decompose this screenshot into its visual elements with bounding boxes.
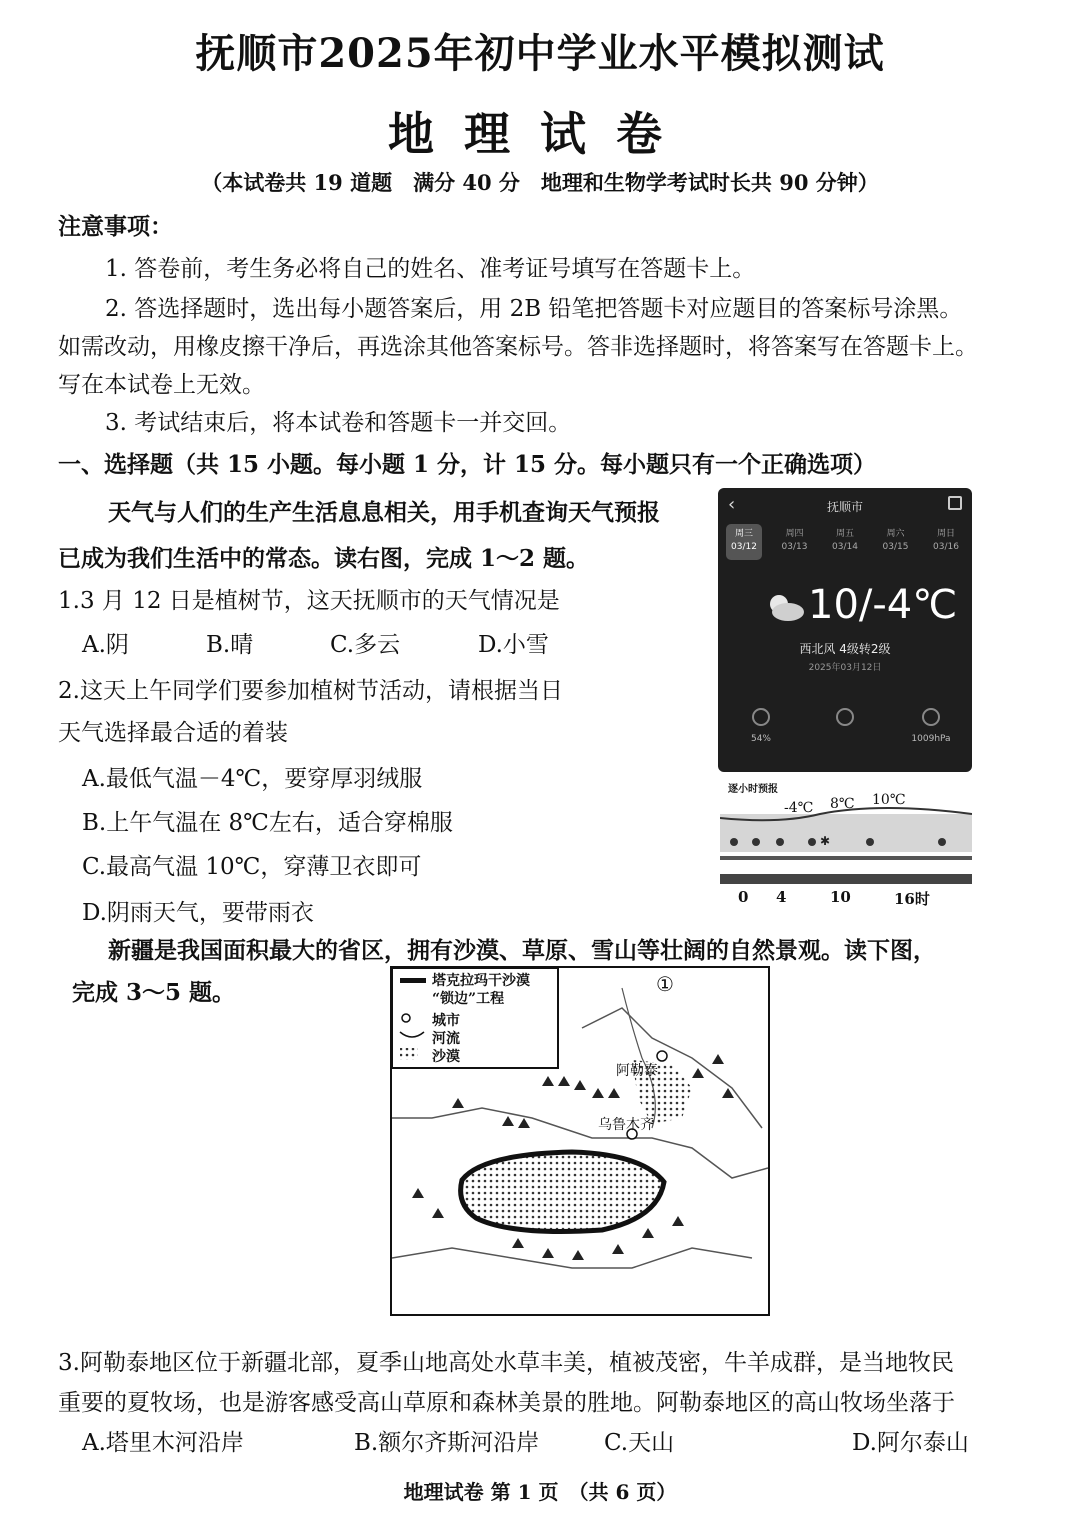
humidity-stat xyxy=(736,708,786,744)
back-arrow-icon: ‹ xyxy=(728,494,736,515)
legend-river-label: 河流 xyxy=(432,1031,460,1047)
question-3-option-a: A.塔里木河沿岸 xyxy=(82,1430,244,1456)
weather-intro-line-1: 天气与人们的生产生活息息相关，用手机查询天气预报 xyxy=(108,499,660,526)
notice-item-1: 1. 答卷前，考生务必将自己的姓名、准考证号填写在答题卡上。 xyxy=(105,256,756,282)
day-date: 03/12 xyxy=(731,542,757,552)
question-1-option-a: A.阴 xyxy=(82,632,129,658)
day-name: 周六 xyxy=(886,529,905,539)
svg-text:✱: ✱ xyxy=(820,834,831,848)
page-footer: 地理试卷 第 1 页 （共 6 页） xyxy=(403,1480,677,1504)
day-tab xyxy=(726,524,762,560)
xinjiang-intro-line-1: 新疆是我国面积最大的省区，拥有沙漠、草原、雪山等壮阔的自然景观。读下图， xyxy=(108,937,936,964)
exam-info: （本试卷共 19 道题 满分 40 分 地理和生物学考试时长共 90 分钟） xyxy=(201,170,879,195)
day-date: 03/13 xyxy=(781,542,808,552)
pressure-stat xyxy=(906,708,956,744)
day-date: 03/15 xyxy=(882,542,909,552)
hourly-temp-mid: 8℃ xyxy=(830,796,855,812)
xinjiang-intro-line-2: 完成 3～5 题。 xyxy=(72,979,236,1006)
legend-city-label: 城市 xyxy=(432,1013,460,1029)
day-date: 03/14 xyxy=(832,542,858,552)
notice-item-3: 3. 考试结束后，将本试卷和答题卡一并交回。 xyxy=(105,410,572,436)
section-heading: 一、选择题（共 15 小题。每小题 1 分，计 15 分。每小题只有一个正确选项） xyxy=(58,451,877,478)
legend-line-label: 塔克拉玛干沙漠 xyxy=(432,973,530,989)
xinjiang-map xyxy=(390,966,770,1316)
question-2-option-d: D.阴雨天气，要带雨衣 xyxy=(82,900,314,926)
hourly-label: 逐小时预报 xyxy=(728,784,778,795)
hour-tick: 10 xyxy=(830,888,851,906)
day-name: 周四 xyxy=(785,529,804,539)
city-label-altay: 阿勒泰 xyxy=(616,1063,658,1079)
day-name: 周三 xyxy=(734,529,753,539)
question-2-stem-line-2: 天气选择最合适的着装 xyxy=(58,720,288,746)
paper-title: 地理试卷 xyxy=(388,107,692,161)
day-tab xyxy=(827,524,863,560)
humidity-icon xyxy=(752,708,770,726)
day-tabs xyxy=(726,524,964,560)
question-2-option-a: A.最低气温－4℃，要穿厚羽绒服 xyxy=(82,766,423,792)
notice-item-2-line-3: 写在本试卷上无效。 xyxy=(58,372,265,398)
hourly-temp-low: -4℃ xyxy=(784,800,814,816)
pressure-icon xyxy=(922,708,940,726)
humidity-value: 54% xyxy=(750,734,771,744)
question-2-stem-line-1: 2.这天上午同学们要参加植树节活动，请根据当日 xyxy=(58,678,563,704)
question-3-option-d: D.阿尔泰山 xyxy=(852,1430,969,1456)
uv-stat xyxy=(820,708,870,734)
question-3-stem-line-1: 3.阿勒泰地区位于新疆北部，夏季山地高处水草丰美，植被茂密，牛羊成群，是当地牧民 xyxy=(58,1350,954,1376)
weather-city: 抚顺市 xyxy=(826,500,863,514)
exam-title: 抚顺市2025年初中学业水平模拟测试 xyxy=(195,30,885,77)
legend-line-label-2: “锁边”工程 xyxy=(432,991,505,1007)
weather-intro-line-2: 已成为我们生活中的常态。读右图，完成 1～2 题。 xyxy=(58,545,590,572)
hourly-forecast xyxy=(720,778,972,908)
question-3-option-c: C.天山 xyxy=(604,1430,675,1456)
cloudy-icon xyxy=(764,592,806,624)
temperature-range: 10/-4℃ xyxy=(808,582,958,628)
update-date: 2025年03月12日 xyxy=(808,663,882,673)
hour-tick: 16时 xyxy=(894,890,930,908)
question-3-stem-line-2: 重要的夏牧场，也是游客感受高山草原和森林美景的胜地。阿勒泰地区的高山牧场坐落于 xyxy=(58,1390,955,1416)
day-name: 周日 xyxy=(936,529,955,539)
marker-1: ① xyxy=(656,972,674,996)
uv-icon xyxy=(836,708,854,726)
notice-item-2-line-1: 2. 答选择题时，选出每小题答案后，用 2B 铅笔把答题卡对应题目的答案标号涂黑。 xyxy=(105,296,963,322)
question-2-option-b: B.上午气温在 8℃左右，适合穿棉服 xyxy=(82,810,453,836)
day-tab xyxy=(777,524,813,560)
weather-app-screenshot xyxy=(718,488,972,772)
pressure-value: 1009hPa xyxy=(911,734,951,744)
question-1-stem: 1.3 月 12 日是植树节，这天抚顺市的天气情况是 xyxy=(58,588,560,614)
question-1-option-d: D.小雪 xyxy=(478,632,549,658)
share-icon xyxy=(948,496,962,510)
day-name: 周五 xyxy=(835,529,854,539)
wind-info: 西北风 4级转2级 xyxy=(799,642,891,656)
notice-heading: 注意事项： xyxy=(58,213,173,240)
question-1-option-c: C.多云 xyxy=(330,632,401,658)
city-label-urumqi: 乌鲁木齐 xyxy=(598,1117,654,1133)
day-date: 03/16 xyxy=(933,542,959,552)
legend-desert-label: 沙漠 xyxy=(432,1049,460,1065)
question-3-option-b: B.额尔齐斯河沿岸 xyxy=(354,1430,540,1456)
hour-tick: 0 xyxy=(738,888,749,906)
day-tab xyxy=(928,524,964,560)
hour-tick: 4 xyxy=(776,888,787,906)
question-1-option-b: B.晴 xyxy=(206,632,254,658)
question-2-option-c: C.最高气温 10℃，穿薄卫衣即可 xyxy=(82,854,422,880)
day-tab xyxy=(878,524,914,560)
hourly-temp-high: 10℃ xyxy=(872,792,906,808)
notice-item-2-line-2: 如需改动，用橡皮擦干净后，再选涂其他答案标号。答非选择题时，将答案写在答题卡上。 xyxy=(58,334,978,360)
